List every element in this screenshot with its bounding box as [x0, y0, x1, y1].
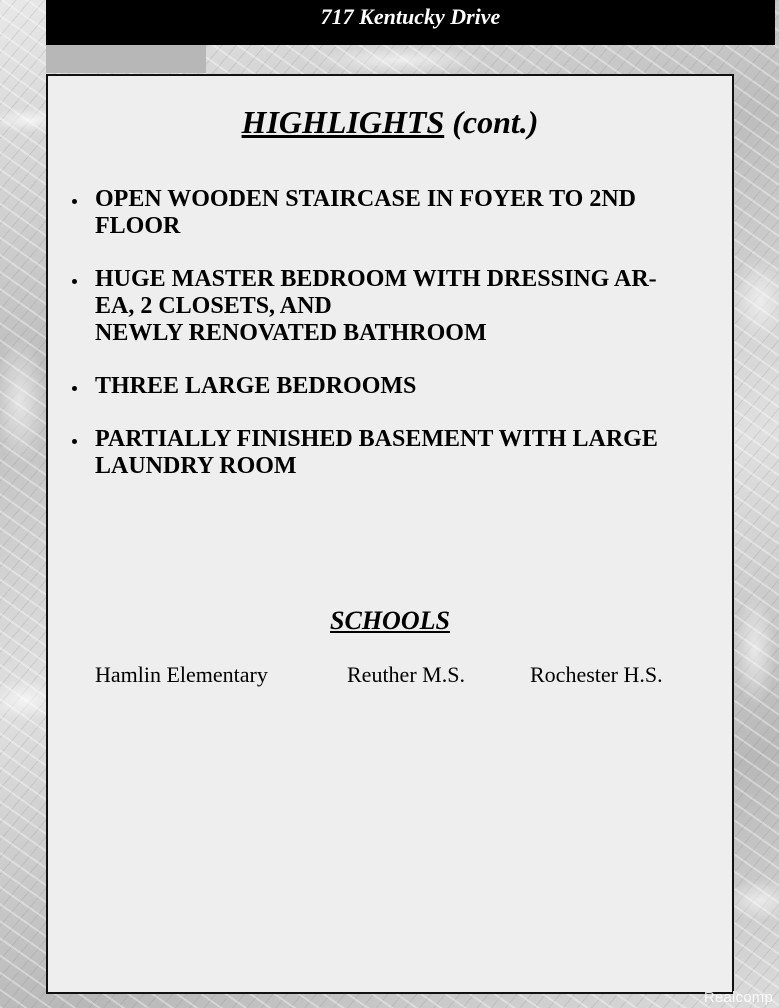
middle-school: Reuther M.S.: [347, 662, 465, 687]
realcomp-watermark: Realcomp: [703, 989, 773, 1006]
highlight-item: [48, 266, 732, 347]
schools-heading: SCHOOLS: [330, 606, 450, 635]
elementary-school: Hamlin Elementary: [95, 662, 268, 687]
highlight-line: NEWLY RENOVATED BATHROOM: [95, 320, 487, 346]
highlight-line: FLOOR: [95, 213, 181, 239]
highlight-line: PARTIALLY FINISHED BASEMENT WITH LARGE: [95, 426, 658, 452]
highlight-line: HUGE MASTER BEDROOM WITH DRESSING AR-: [95, 266, 657, 292]
highlights-title: HIGHLIGHTS: [241, 104, 445, 140]
highlights-title-suffix: (cont.): [452, 104, 539, 140]
header-accent-strip: [46, 45, 206, 73]
highlight-item: [48, 186, 732, 240]
highlight-item: [48, 373, 732, 400]
highlights-heading: [48, 104, 732, 141]
highlight-line: LAUNDRY ROOM: [95, 453, 297, 479]
highlight-line: EA, 2 CLOSETS, AND: [95, 293, 332, 319]
property-address: 717 Kentucky Drive: [320, 4, 501, 29]
highlights-list: [48, 186, 732, 506]
bullet-icon: [72, 199, 77, 204]
highlight-line: OPEN WOODEN STAIRCASE IN FOYER TO 2ND: [95, 186, 636, 212]
header-bar: [46, 0, 775, 45]
bullet-icon: [72, 279, 77, 284]
bullet-icon: [72, 439, 77, 444]
highlight-item: [48, 426, 732, 480]
highlight-line: THREE LARGE BEDROOMS: [95, 373, 417, 399]
high-school: Rochester H.S.: [530, 662, 663, 687]
content-panel: [46, 74, 734, 994]
bullet-icon: [72, 386, 77, 391]
